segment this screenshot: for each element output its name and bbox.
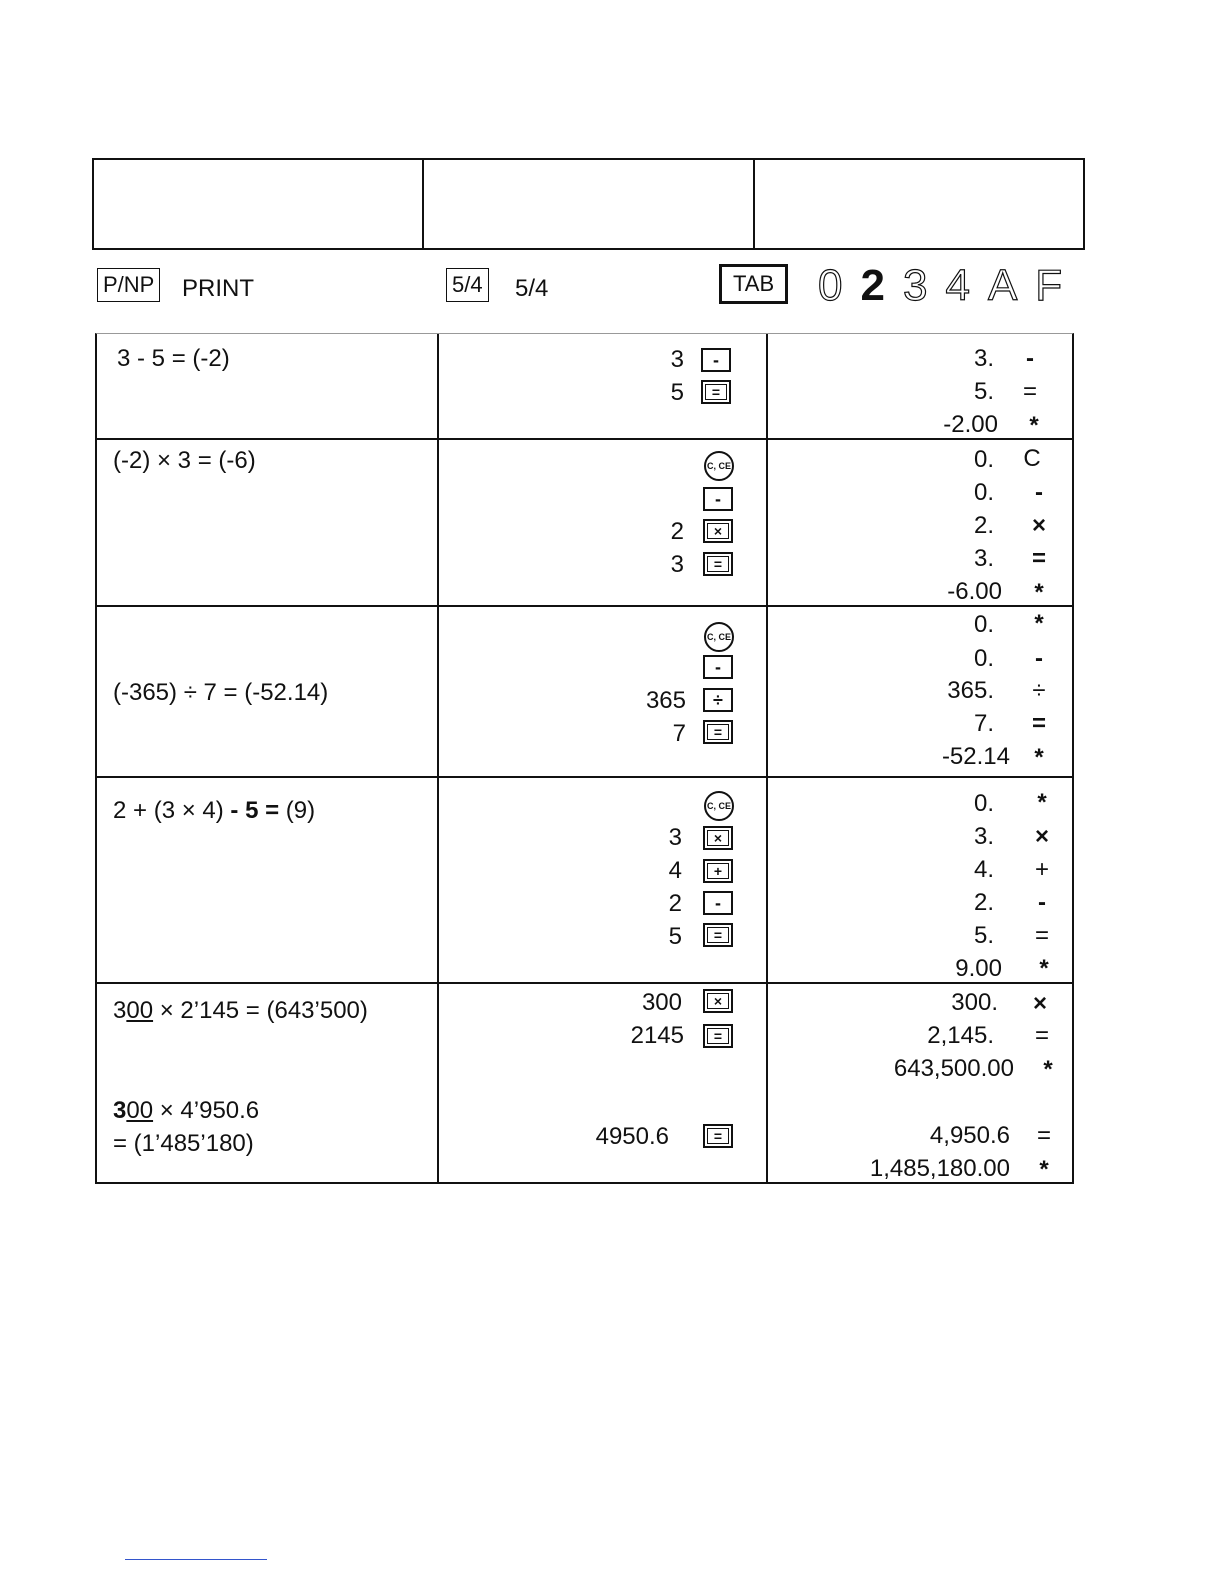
row-divider-4 (97, 982, 1072, 984)
tape-symbol: - (1035, 645, 1043, 672)
tape-value: 3. (973, 545, 994, 572)
multiply-key: × (703, 519, 733, 543)
row-divider-3 (97, 776, 1072, 778)
minus-key: - (701, 348, 731, 372)
equals-key: = (703, 1024, 733, 1048)
decimal-option-0: 0 (818, 261, 843, 310)
equals-key: = (703, 1124, 733, 1148)
tape-symbol: C (1023, 445, 1041, 472)
equals-key: = (703, 720, 733, 744)
tape-symbol: * (1034, 579, 1044, 606)
round-label: 5/4 (515, 275, 549, 302)
tape-value: 0. (973, 645, 994, 672)
header-cell-1 (94, 160, 424, 248)
tape-value: 3. (973, 823, 994, 850)
print-key: P/NP (97, 268, 160, 302)
row4-expression: 2 + (3 × 4) - 5 = (9) (113, 797, 316, 824)
tape-symbol: * (1029, 412, 1039, 439)
row2-key-value: 2 (670, 518, 684, 545)
header-cell-3 (755, 160, 1083, 248)
row1-expression: 3 - 5 = (-2) (117, 345, 230, 372)
clear-key: C, CE (704, 451, 734, 481)
minus-key: - (703, 487, 733, 511)
tape-value: 0. (973, 446, 994, 473)
decimal-selector (818, 261, 1063, 310)
row4-key-value: 3 (668, 824, 682, 851)
footnote-separator (125, 1559, 267, 1560)
tape-symbol: = (1031, 710, 1046, 737)
clear-key: C, CE (704, 622, 734, 652)
tape-symbol: ÷ (1032, 677, 1046, 704)
tape-symbol: = (1031, 545, 1046, 572)
decimal-option-2-selected: 2 (860, 261, 885, 310)
round-key: 5/4 (446, 268, 489, 302)
row4-key-value: 2 (668, 890, 682, 917)
tape-result: 643,500.00 (893, 1055, 1014, 1082)
tape-symbol: × (1034, 823, 1049, 850)
tape-result: 1,485,180.00 (869, 1155, 1010, 1182)
tape-symbol: * (1037, 789, 1047, 816)
row1-key-value: 5 (670, 379, 684, 406)
tape-symbol: × (1032, 990, 1047, 1017)
equals-key: = (703, 923, 733, 947)
row4-key-value: 4 (668, 857, 682, 884)
divide-key: ÷ (703, 688, 733, 712)
decimal-option-F: F (1035, 261, 1063, 310)
tape-symbol: * (1034, 610, 1044, 637)
tape-value: 4,950.6 (929, 1122, 1010, 1149)
row3-expression: (-365) ÷ 7 = (-52.14) (113, 679, 329, 706)
tape-value: 5. (973, 378, 994, 405)
examples-table (95, 333, 1074, 1184)
plus-key: + (703, 859, 733, 883)
tape-symbol: * (1039, 955, 1049, 982)
row5-key-value: 300 (641, 989, 682, 1016)
row5-expression-a: 300 × 2’145 = (643’500) (113, 997, 368, 1024)
row2-key-value: 3 (670, 551, 684, 578)
tape-value: 0. (973, 479, 994, 506)
equals-key: = (703, 552, 733, 576)
header-table (92, 158, 1085, 250)
tape-value: 3. (973, 345, 994, 372)
row5-expression-b: 300 × 4’950.6 (113, 1097, 260, 1124)
row3-key-value: 365 (645, 687, 686, 714)
print-label: PRINT (182, 275, 254, 302)
tape-symbol: + (1034, 856, 1049, 883)
tape-value: 2. (973, 889, 994, 916)
tape-symbol: = (1036, 1122, 1051, 1149)
equals-key: = (701, 380, 731, 404)
row4-key-value: 5 (668, 923, 682, 950)
row5-expression-b-result: = (1’485’180) (113, 1130, 254, 1157)
tab-key: TAB (719, 264, 788, 304)
row2-expression: (-2) × 3 = (-6) (113, 447, 256, 474)
row3-key-value: 7 (672, 720, 686, 747)
tape-value: 365. (947, 677, 994, 704)
tape-result: -6.00 (947, 578, 1002, 605)
tape-symbol: * (1039, 1156, 1049, 1183)
column-divider-2 (766, 334, 768, 1182)
tape-symbol: = (1022, 378, 1037, 405)
tape-value: 0. (973, 790, 994, 817)
decimal-option-4: 4 (945, 261, 970, 310)
tape-value: 0. (973, 611, 994, 638)
multiply-key: × (703, 989, 733, 1013)
tape-value: 4. (973, 856, 994, 883)
clear-key: C, CE (704, 791, 734, 821)
tape-value: 2. (973, 512, 994, 539)
tape-result: -2.00 (943, 411, 998, 438)
decimal-option-A: A (987, 261, 1018, 310)
tape-value: 2,145. (927, 1022, 994, 1049)
decimal-option-3: 3 (902, 261, 928, 310)
tape-symbol: - (1026, 345, 1034, 372)
tape-result: 9.00 (955, 955, 1002, 982)
column-divider-1 (437, 334, 439, 1182)
row-divider-1 (97, 438, 1072, 440)
multiply-key: × (703, 826, 733, 850)
tape-symbol: - (1038, 889, 1046, 916)
tape-result: -52.14 (941, 743, 1010, 770)
tape-symbol: × (1031, 512, 1046, 539)
tape-value: 5. (973, 922, 994, 949)
tape-symbol: = (1034, 1022, 1049, 1049)
tape-symbol: * (1034, 744, 1044, 771)
row1-key-value: 3 (670, 346, 684, 373)
row-divider-2 (97, 605, 1072, 607)
header-cell-2 (424, 160, 754, 248)
tape-value: 300. (951, 989, 998, 1016)
row5-key-value: 2145 (630, 1022, 684, 1049)
tape-value: 7. (973, 710, 994, 737)
row5-key-value: 4950.6 (595, 1123, 669, 1150)
tape-symbol: = (1034, 922, 1049, 949)
tape-symbol: - (1035, 479, 1043, 506)
minus-key: - (703, 891, 733, 915)
tape-symbol: * (1043, 1056, 1053, 1083)
minus-key: - (703, 655, 733, 679)
